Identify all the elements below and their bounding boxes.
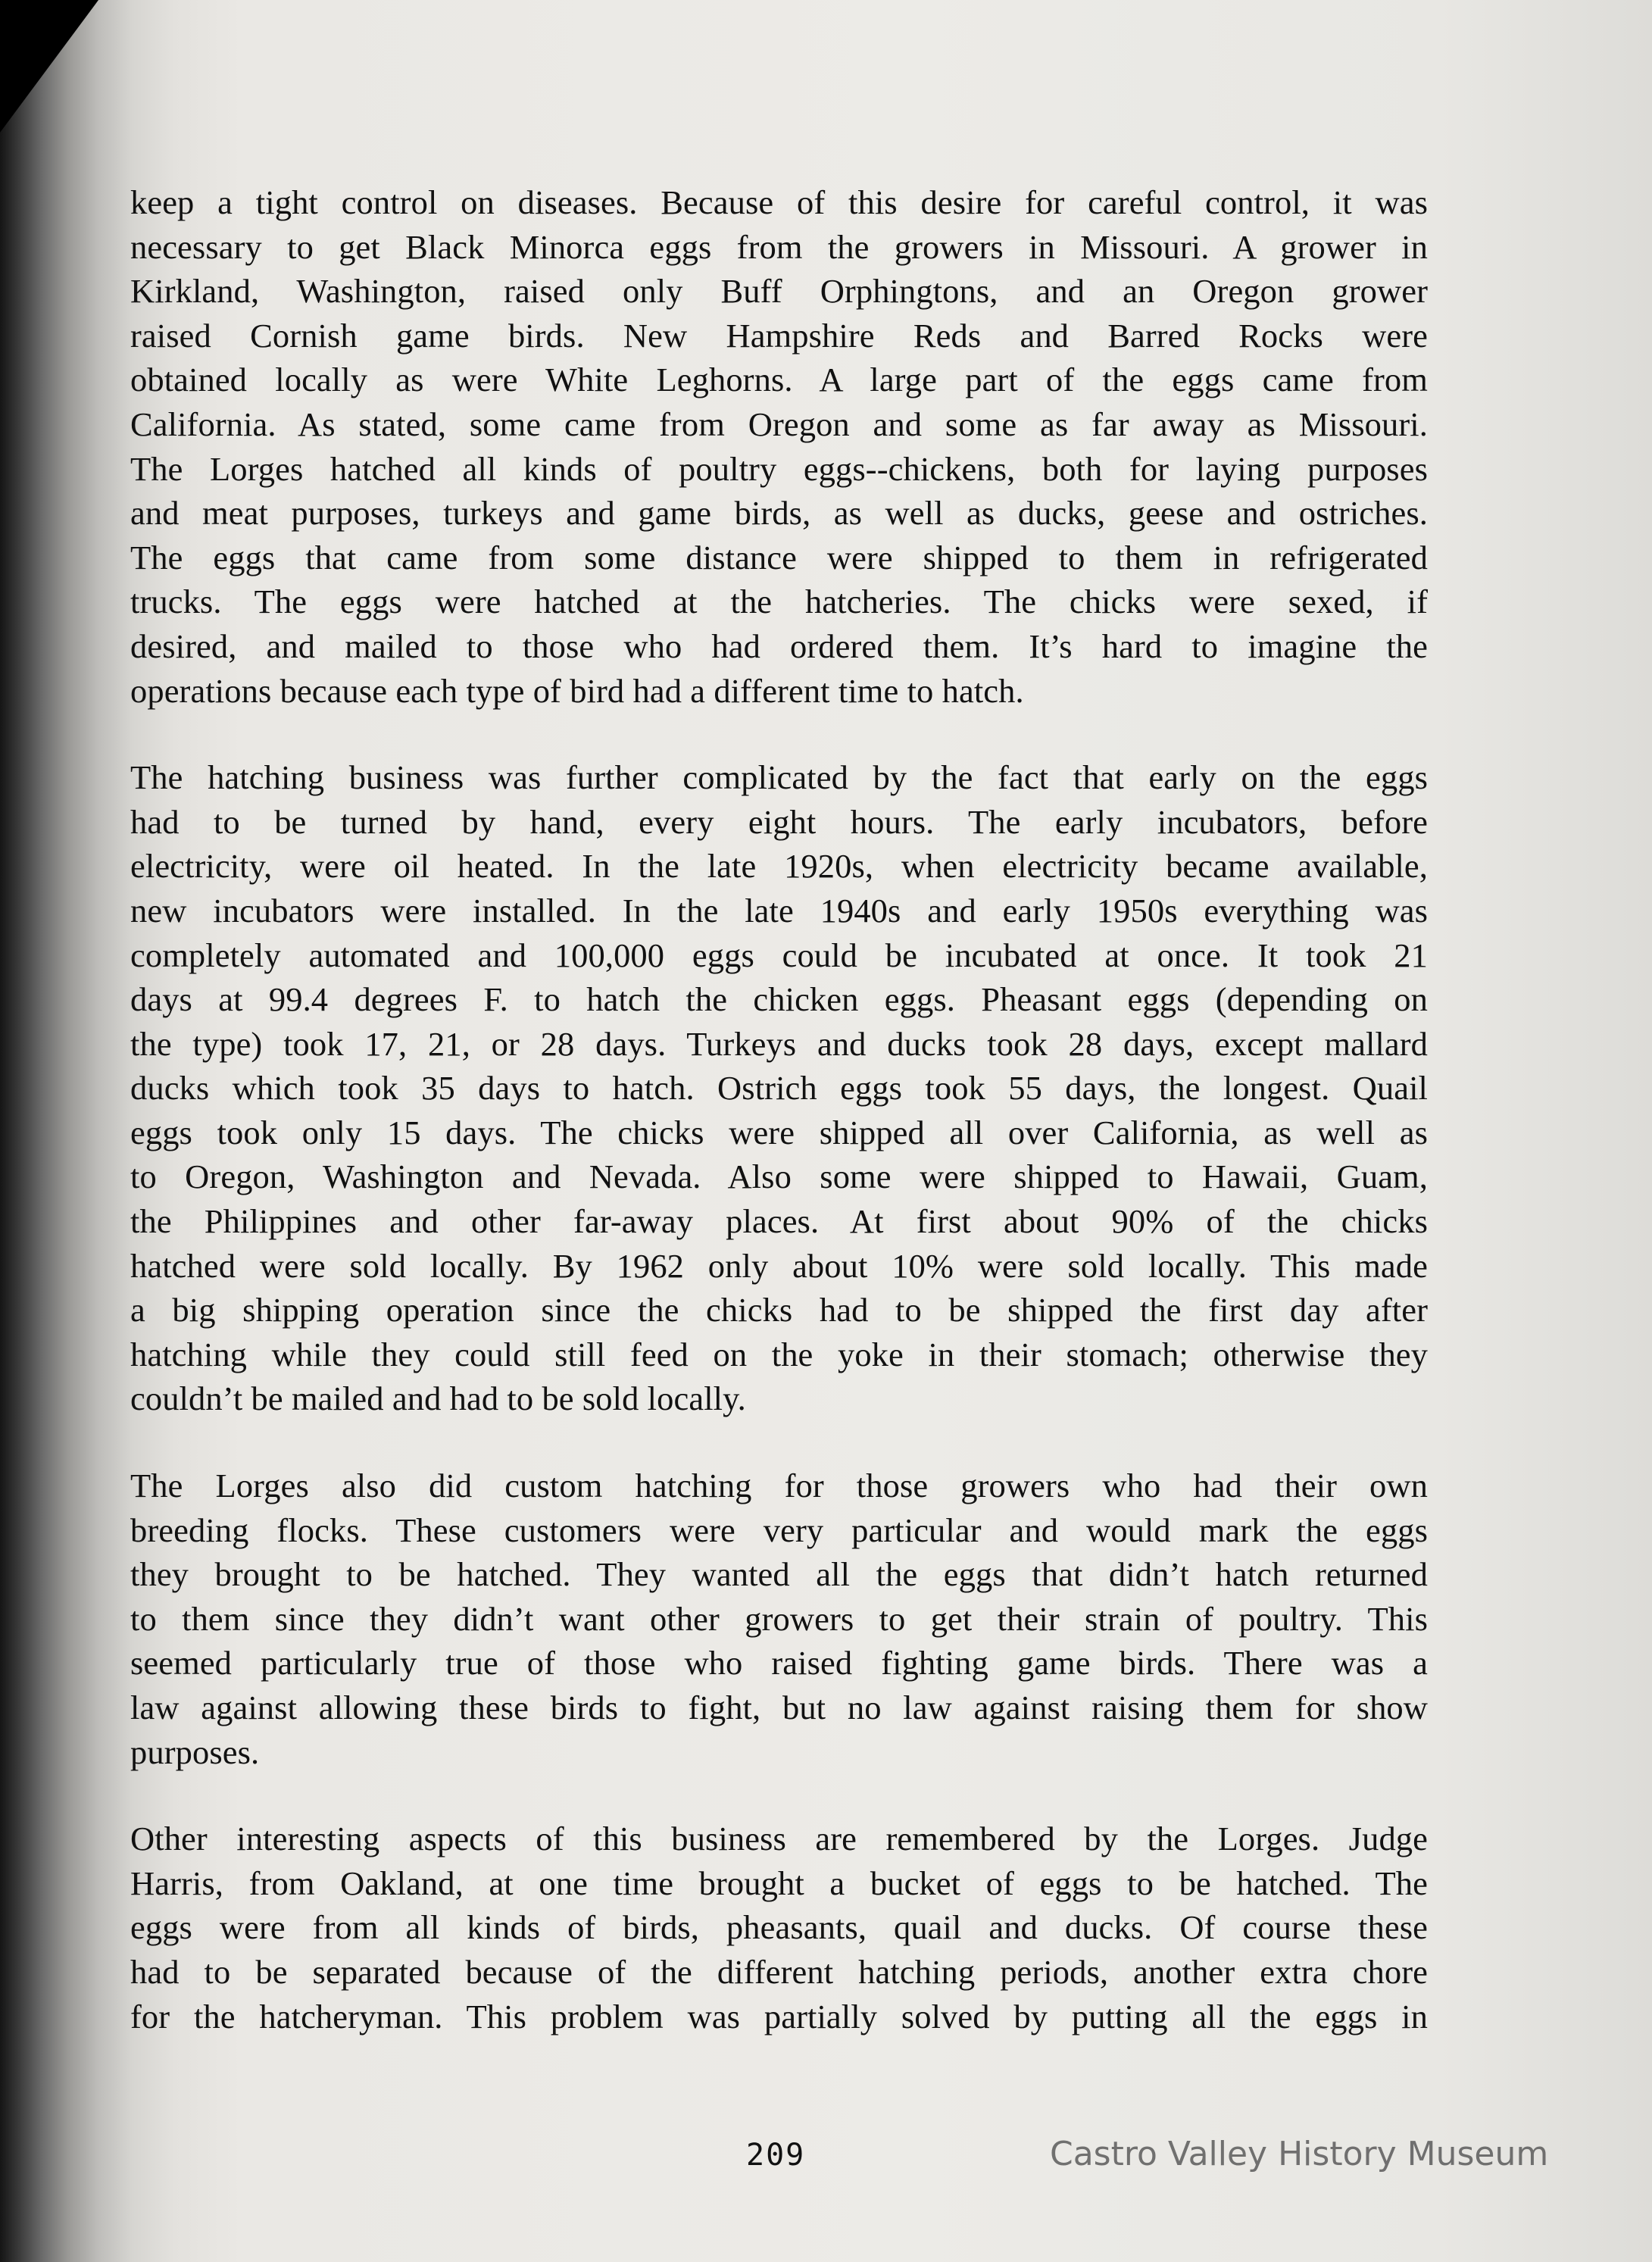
- text-line: The Lorges hatched all kinds of poultry eggs--chickens, both for laying purposes: [130, 449, 1428, 488]
- text-line: eggs took only 15 days. The chicks were shipped all over California, as well as: [130, 1113, 1428, 1151]
- paragraph-4: [130, 1817, 1428, 2039]
- text-line: hatching while they could still feed on the yoke in their stomach; otherwise they: [130, 1335, 1428, 1373]
- text-line: to them since they didn’t want other growers to get their strain of poultry. This: [130, 1599, 1428, 1638]
- page-number: 209: [746, 2138, 806, 2173]
- text-line: law against allowing these birds to fight, but no law against raising them for show: [130, 1689, 1428, 1726]
- text-line: trucks. The eggs were hatched at the hatcheries. The chicks were sexed, if: [130, 583, 1428, 621]
- paragraph-3: [130, 1464, 1428, 1774]
- text-line: a big shipping operation since the chicks had to be shipped the first day after: [130, 1291, 1428, 1329]
- text-line: and meat purposes, turkeys and game birds, as well as ducks, geese and ostriches.: [130, 494, 1428, 533]
- text-line: for the hatcheryman. This problem was partially solved by putting all the eggs in: [130, 1997, 1428, 2035]
- text-line: The hatching business was further complicated by the fact that early on the eggs: [130, 758, 1428, 797]
- paragraph-2: [130, 755, 1428, 1421]
- text-line: ducks which took 35 days to hatch. Ostrich eggs took 55 days, the longest. Quail: [130, 1069, 1428, 1108]
- text-line: purposes.: [130, 1732, 260, 1771]
- text-line: operations because each type of bird had a different time to hatch.: [130, 671, 1024, 710]
- text-line: to Oregon, Washington and Nevada. Also some were shipped to Hawaii, Guam,: [130, 1158, 1428, 1196]
- text-line: completely automated and 100,000 eggs could be incubated at once. It took 21: [130, 936, 1428, 974]
- text-line: eggs were from all kinds of birds, pheasants, quail and ducks. Of course these: [130, 1908, 1428, 1947]
- museum-watermark: Castro Valley History Museum: [1050, 2135, 1549, 2173]
- text-line: The eggs that came from some distance were shipped to them in refrigerated: [130, 538, 1428, 576]
- text-line: obtained locally as were White Leghorns. A large part of the eggs came from: [130, 361, 1428, 399]
- text-line: necessary to get Black Minorca eggs from the growers in Missouri. A grower in: [130, 227, 1428, 266]
- text-line: days at 99.4 degrees F. to hatch the chicken eggs. Pheasant eggs (depending on: [130, 980, 1428, 1019]
- text-line: the Philippines and other far-away places. At first about 90% of the chicks: [130, 1202, 1428, 1241]
- paragraph-1: [130, 180, 1428, 713]
- text-line: Kirkland, Washington, raised only Buff Orphingtons, and an Oregon grower: [130, 272, 1428, 311]
- folded-page-corner: [0, 0, 98, 133]
- text-line: breeding flocks. These customers were very particular and would mark the eggs: [130, 1511, 1428, 1549]
- text-line: hatched were sold locally. By 1962 only about 10% were sold locally. This made: [130, 1246, 1428, 1285]
- text-line: seemed particularly true of those who raised fighting game birds. There was a: [130, 1644, 1428, 1682]
- text-line: new incubators were installed. In the late 1940s and early 1950s everything was: [130, 891, 1428, 929]
- text-line: the type) took 17, 21, or 28 days. Turkeys and ducks took 28 days, except mallard: [130, 1024, 1428, 1063]
- text-line: electricity, were oil heated. In the late 1920s, when electricity became available,: [130, 847, 1428, 886]
- body-text: [130, 180, 1428, 2081]
- text-line: keep a tight control on diseases. Because of this desire for careful control, it was: [130, 183, 1428, 221]
- text-line: raised Cornish game birds. New Hampshire Reds and Barred Rocks were: [130, 316, 1428, 355]
- text-line: Harris, from Oakland, at one time brought a bucket of eggs to be hatched. The: [130, 1864, 1428, 1902]
- text-line: Other interesting aspects of this business are remembered by the Lorges. Judge: [130, 1820, 1428, 1858]
- text-line: The Lorges also did custom hatching for those growers who had their own: [130, 1467, 1428, 1505]
- text-line: had to be turned by hand, every eight hours. The early incubators, before: [130, 802, 1428, 841]
- text-line: California. As stated, some came from Oregon and some as far away as Missouri.: [130, 405, 1428, 443]
- text-line: had to be separated because of the different hatching periods, another extra chore: [130, 1952, 1428, 1991]
- text-line: couldn’t be mailed and had to be sold locally.: [130, 1379, 746, 1418]
- text-line: they brought to be hatched. They wanted all the eggs that didn’t hatch returned: [130, 1555, 1428, 1594]
- text-line: desired, and mailed to those who had ordered them. It’s hard to imagine the: [130, 626, 1428, 665]
